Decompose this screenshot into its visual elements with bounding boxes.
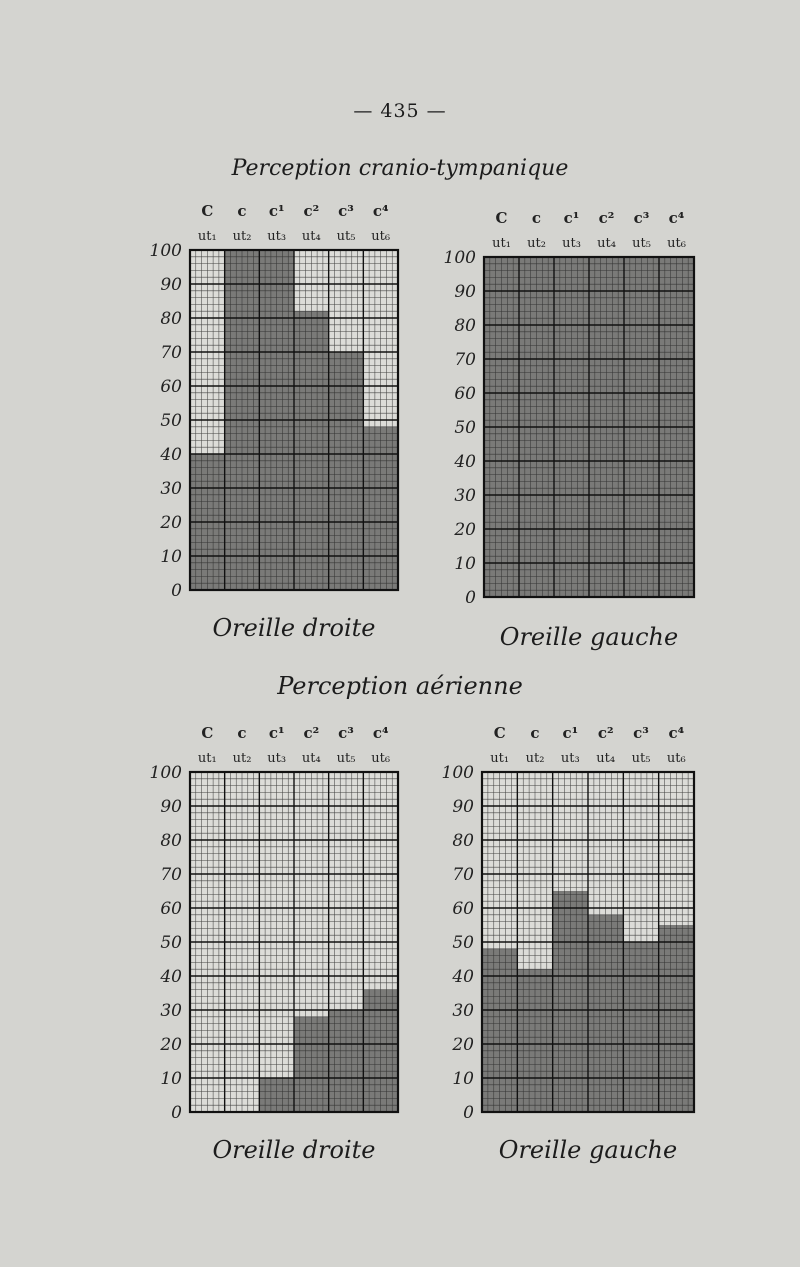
octave-label: ut₁ (490, 751, 510, 766)
chart-aerienne-oreille-gauche (440, 712, 710, 1172)
note-label: C (493, 724, 506, 742)
octave-label: ut₂ (525, 751, 545, 766)
note-label: c⁴ (668, 209, 685, 227)
chart-caption: Oreille gauche (498, 1136, 678, 1164)
y-tick-label: 100 (149, 241, 182, 261)
y-tick-label: 30 (452, 1001, 474, 1021)
note-label: C (201, 202, 214, 220)
y-tick-label: 0 (171, 1103, 182, 1123)
y-tick-label: 0 (171, 581, 182, 601)
y-tick-label: 90 (160, 797, 182, 817)
octave-label: ut₅ (336, 751, 356, 766)
octave-label: ut₄ (301, 751, 321, 766)
chart-cranio-oreille-gauche (440, 195, 710, 665)
y-tick-label: 70 (452, 865, 474, 885)
y-tick-label: 100 (149, 763, 182, 783)
y-tick-label: 90 (160, 275, 182, 295)
octave-label: ut₅ (336, 229, 356, 244)
note-label: c⁴ (372, 724, 389, 742)
chart-caption: Oreille droite (212, 1136, 376, 1164)
octave-label: ut₃ (267, 751, 287, 766)
octave-label: ut₆ (371, 751, 391, 766)
y-tick-label: 50 (160, 411, 182, 431)
note-label: c⁴ (668, 724, 685, 742)
y-tick-label: 30 (160, 479, 182, 499)
octave-label: ut₂ (232, 229, 252, 244)
octave-label: ut₅ (631, 751, 651, 766)
note-label: c (237, 724, 247, 742)
y-tick-label: 10 (160, 547, 182, 567)
y-tick-label: 70 (160, 343, 182, 363)
note-label: c² (303, 202, 320, 220)
y-tick-label: 60 (452, 899, 474, 919)
note-label: c (237, 202, 247, 220)
note-label: c³ (338, 202, 354, 220)
octave-label: ut₄ (596, 751, 616, 766)
chart-aerienne-oreille-droite (150, 712, 420, 1172)
octave-label: ut₂ (527, 236, 546, 251)
chart-caption: Oreille droite (212, 614, 376, 642)
octave-label: ut₃ (562, 236, 581, 251)
note-label: c¹ (268, 724, 285, 742)
section-title-perception-aerienne: Perception aérienne (277, 672, 523, 700)
octave-label: ut₁ (492, 236, 511, 251)
note-label: C (201, 724, 214, 742)
octave-label: ut₆ (371, 229, 391, 244)
y-tick-label: 60 (160, 899, 182, 919)
y-tick-label: 10 (454, 554, 476, 574)
y-tick-label: 30 (160, 1001, 182, 1021)
octave-label: ut₃ (560, 751, 580, 766)
chart-cranio-oreille-droite (150, 188, 420, 648)
y-tick-label: 20 (160, 513, 182, 533)
y-tick-label: 40 (160, 967, 182, 987)
y-tick-label: 80 (160, 309, 182, 329)
note-label: c³ (633, 209, 650, 227)
y-tick-label: 80 (452, 831, 474, 851)
y-tick-label: 10 (160, 1069, 182, 1089)
page-number: — 435 — (353, 100, 447, 122)
y-tick-label: 50 (454, 418, 476, 438)
y-tick-label: 60 (454, 384, 476, 404)
note-label: c (530, 724, 540, 742)
y-tick-label: 60 (160, 377, 182, 397)
note-label: c³ (338, 724, 354, 742)
y-tick-label: 10 (452, 1069, 474, 1089)
y-tick-label: 100 (443, 248, 476, 268)
y-tick-label: 30 (454, 486, 476, 506)
octave-label: ut₄ (597, 236, 616, 251)
y-tick-label: 0 (465, 588, 476, 608)
octave-label: ut₄ (301, 229, 321, 244)
y-tick-label: 50 (160, 933, 182, 953)
y-tick-label: 20 (160, 1035, 182, 1055)
y-tick-label: 100 (441, 763, 474, 783)
y-tick-label: 70 (160, 865, 182, 885)
octave-label: ut₁ (197, 751, 217, 766)
note-label: c¹ (268, 202, 285, 220)
octave-label: ut₆ (667, 236, 686, 251)
y-tick-label: 90 (454, 282, 476, 302)
octave-label: ut₆ (666, 751, 686, 766)
note-label: c³ (633, 724, 649, 742)
note-label: c (531, 209, 542, 227)
y-tick-label: 40 (452, 967, 474, 987)
octave-label: ut₁ (197, 229, 217, 244)
note-label: c¹ (563, 209, 580, 227)
y-tick-label: 20 (452, 1035, 474, 1055)
note-label: c⁴ (372, 202, 389, 220)
octave-label: ut₃ (267, 229, 287, 244)
octave-label: ut₅ (632, 236, 651, 251)
y-tick-label: 20 (454, 520, 476, 540)
note-label: c² (597, 724, 614, 742)
y-tick-label: 0 (463, 1103, 474, 1123)
note-label: c² (598, 209, 615, 227)
y-tick-label: 80 (160, 831, 182, 851)
chart-caption: Oreille gauche (499, 623, 679, 651)
y-tick-label: 70 (454, 350, 476, 370)
octave-label: ut₂ (232, 751, 252, 766)
note-label: c² (303, 724, 320, 742)
y-tick-label: 40 (454, 452, 476, 472)
note-label: C (495, 209, 508, 227)
y-tick-label: 90 (452, 797, 474, 817)
note-label: c¹ (562, 724, 579, 742)
y-tick-label: 50 (452, 933, 474, 953)
section-title-cranio-tympanique: Perception cranio-tympanique (231, 156, 569, 181)
y-tick-label: 80 (454, 316, 476, 336)
y-tick-label: 40 (160, 445, 182, 465)
